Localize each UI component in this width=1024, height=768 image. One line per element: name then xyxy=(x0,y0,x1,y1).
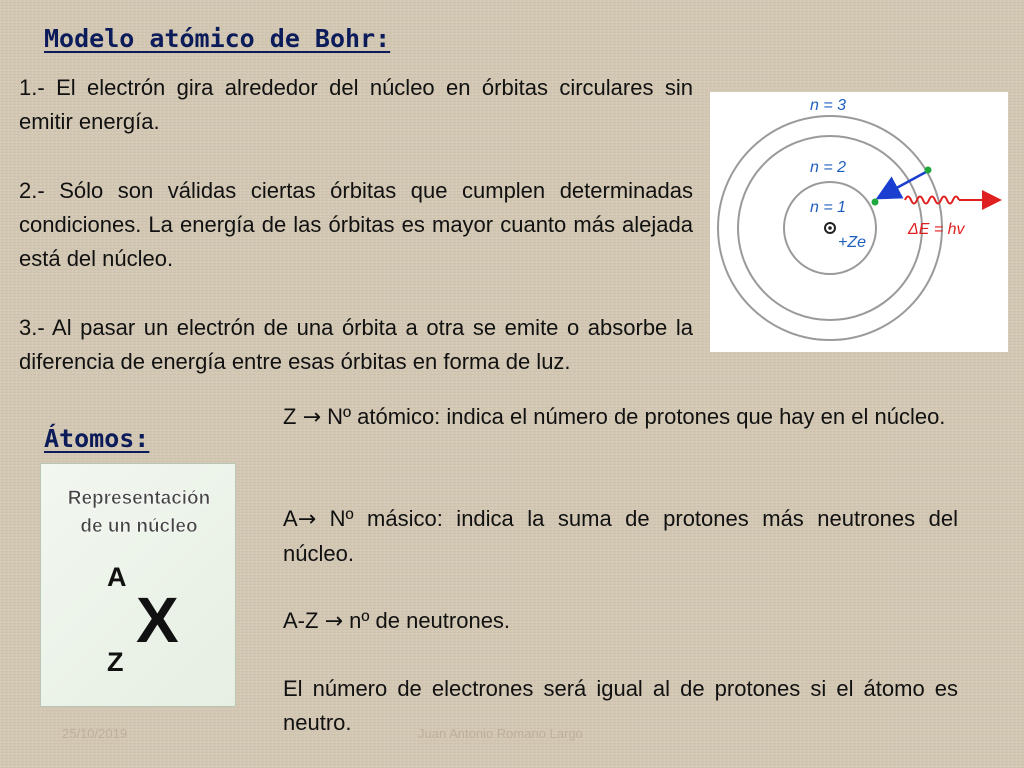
atomic-number-symbol: Z xyxy=(107,647,124,677)
right-arrow-icon: → xyxy=(297,507,317,532)
label-n3: n = 3 xyxy=(810,97,847,114)
slide-title: Modelo atómico de Bohr: xyxy=(44,24,391,53)
card-heading-line1: Representación xyxy=(67,488,211,509)
definition-neutrons: A-Z → nº de neutrones. xyxy=(283,608,511,634)
right-arrow-icon: → xyxy=(302,405,321,430)
postulate-2: 2.- Sólo son válidas ciertas órbitas que cumplen determinadas condiciones. La energía de las órbitas es mayor cuanto más alejada está del núcleo. xyxy=(19,178,693,271)
transition-arrow xyxy=(880,172,926,197)
element-symbol: X xyxy=(136,584,179,656)
electron-outer xyxy=(925,167,932,174)
label-charge: +Ze xyxy=(838,234,867,251)
definition-electrons: El número de electrones será igual al de protones si el átomo es neutro. xyxy=(283,676,958,735)
postulate-3: 3.- Al pasar un electrón de una órbita a otra se emite o absorbe la diferencia de energía entre esas órbitas en forma de luz. xyxy=(19,315,693,374)
electron-inner xyxy=(872,199,879,206)
card-heading-line2: de un núcleo xyxy=(80,516,198,537)
atoms-title: Átomos: xyxy=(44,424,150,453)
nucleus-representation-card xyxy=(40,463,236,707)
right-arrow-icon: → xyxy=(324,609,343,634)
footer-date: 25/10/2019 xyxy=(62,726,128,741)
photon-wave xyxy=(905,197,959,204)
definition-a: A→ Nº másico: indica la suma de protones más neutrones del núcleo. xyxy=(283,506,958,566)
definition-z: Z → Nº atómico: indica el número de protones que hay en el núcleo. xyxy=(283,404,946,430)
label-n2: n = 2 xyxy=(810,159,847,176)
bohr-model-diagram xyxy=(710,92,1008,352)
postulate-1: 1.- El electrón gira alrededor del núcleo en órbitas circulares sin emitir energía. xyxy=(19,75,693,134)
label-energy: ΔE = hv xyxy=(908,221,965,238)
label-n1: n = 1 xyxy=(810,199,847,216)
mass-number-symbol: A xyxy=(107,562,127,592)
footer-author: Juan Antonio Romano Largo xyxy=(418,726,583,741)
